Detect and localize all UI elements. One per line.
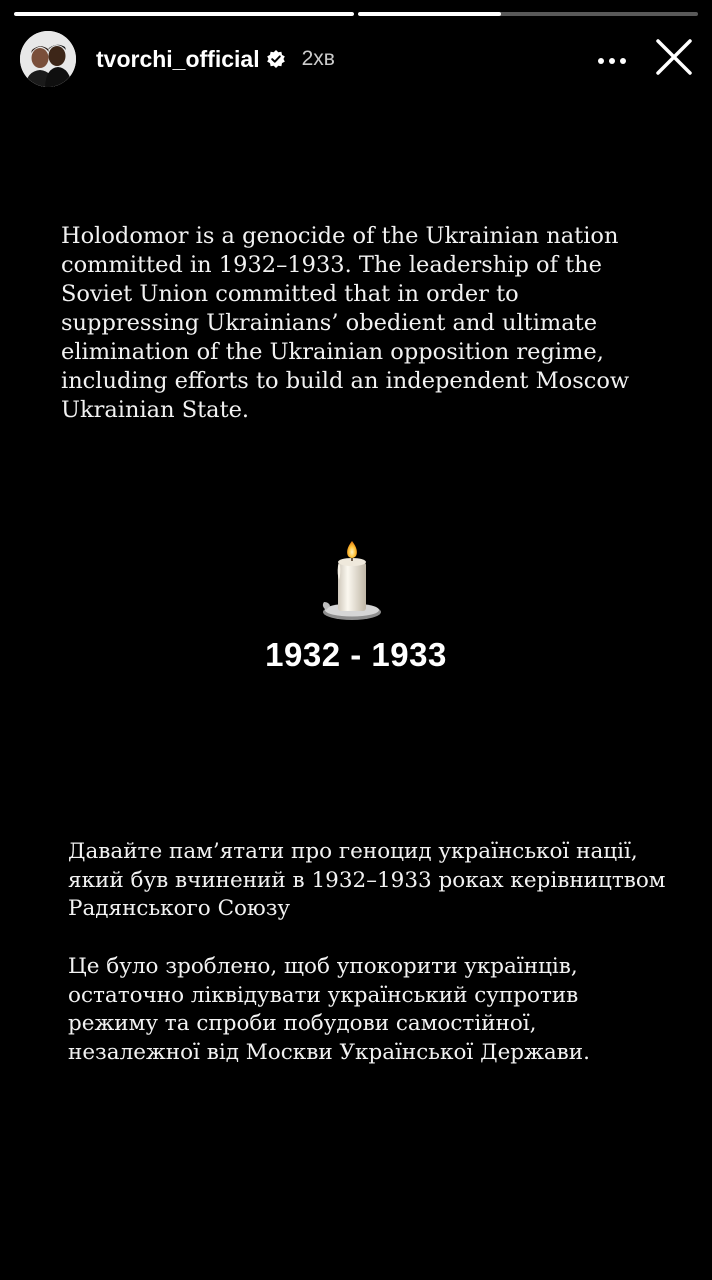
story-text-ukrainian-2: Це було зроблено, щоб упокорити українців, остаточно ліквідувати український супротив режиму та спроби побудови самостійної, незалежної від Москви Української Держави. [68,954,590,1065]
more-horizontal-icon [597,50,627,69]
candle-icon [318,540,386,624]
username[interactable]: tvorchi_official [96,45,260,72]
story-progress-segment [14,12,354,16]
story-header [20,30,696,88]
years-heading: 1932 - 1933 [265,636,447,673]
story-text-english: Holodomor is a genocide of the Ukrainian nation committed in 1932–1933. The leadership of the Soviet Union committed that in order to suppressing Ukrainians’ obedient and ultimate elimination of the Ukrainian opposition regime, including efforts to build an independent Moscow Ukrainian State. [61,223,630,423]
story-progress-fill [14,12,354,16]
story-progress-bar [14,12,698,16]
post-time: 2хв [301,47,335,70]
close-button[interactable] [652,37,696,81]
story-progress-segment [358,12,698,16]
story-progress-fill [358,12,501,16]
verified-badge-icon [266,49,286,69]
story-text-ukrainian-1: Давайте пам’ятати про геноцид української нації, який був вчинений в 1932–1933 роках керівництвом Радянського Союзу [68,839,666,921]
more-options-button[interactable] [592,39,632,79]
avatar[interactable] [20,31,76,87]
close-icon [656,39,692,79]
